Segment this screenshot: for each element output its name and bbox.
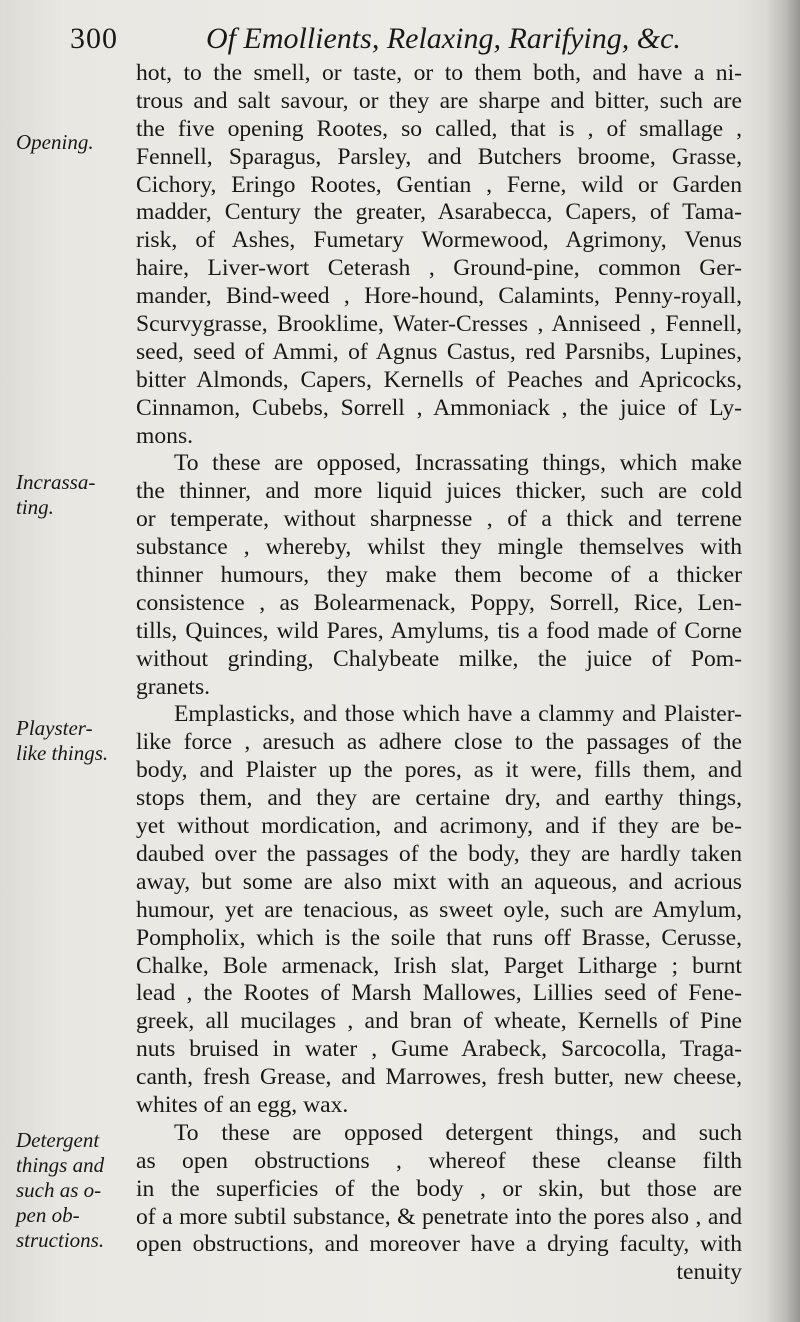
text-line: the five opening Rootes, so called, that is , of smallage , bbox=[136, 115, 742, 142]
margin-note-line: like things. bbox=[16, 741, 109, 765]
text-line: mons. bbox=[136, 422, 194, 449]
margin-note-line: Playster- bbox=[16, 716, 93, 740]
text-line: greek, all mucilages , and bran of wheate, Kernells of Pine bbox=[136, 1008, 742, 1035]
text-line: To these are opposed, Incrassating things, which make bbox=[174, 450, 742, 477]
text-line: humour, yet are tenacious, as sweet oyle, such are Amylum, bbox=[136, 896, 742, 923]
text-line: granets. bbox=[136, 673, 211, 700]
text-line: Fennell, Sparagus, Parsley, and Butchers broome, Grasse, bbox=[136, 143, 742, 170]
text-line: yet without mordication, and acrimony, and if they are be- bbox=[136, 813, 742, 840]
text-line: tills, Quinces, wild Pares, Amylums, tis a food made of Corne bbox=[136, 617, 742, 644]
text-line: hot, to the smell, or taste, or to them both, and have a ni- bbox=[136, 60, 742, 86]
text-line: Cinnamon, Cubebs, Sorrell , Ammoniack , the juice of Ly- bbox=[136, 394, 742, 421]
margin-note-detergent bbox=[16, 1128, 104, 1253]
text-line: in the superficies of the body , or skin, but those are bbox=[136, 1175, 742, 1202]
text-line: trous and salt savour, or they are sharpe and bitter, such are bbox=[136, 87, 742, 114]
text-line: daubed over the passages of the body, they are hardly taken bbox=[136, 840, 742, 867]
text-line: stops them, and they are certaine dry, and earthy things, bbox=[136, 785, 742, 812]
margin-note-line: things and bbox=[16, 1153, 105, 1177]
text-line: nuts bruised in water , Gume Arabeck, Sarcocolla, Traga- bbox=[136, 1036, 742, 1063]
body-text bbox=[136, 60, 742, 1287]
text-line: like force , aresuch as adhere close to the passages of the bbox=[136, 729, 742, 756]
text-line: bitter Almonds, Capers, Kernells of Peaches and Apricocks, bbox=[136, 366, 742, 393]
running-title: Of Emollients, Relaxing, Rarifying, &c. bbox=[206, 22, 681, 55]
text-line: mander, Bind-weed , Hore-hound, Calamints, Penny-royall, bbox=[136, 283, 742, 310]
text-line: open obstructions, and moreover have a drying faculty, with bbox=[136, 1231, 742, 1258]
text-line: seed, seed of Ammi, of Agnus Castus, red Parsnibs, Lupines, bbox=[136, 338, 742, 365]
text-line: the thinner, and more liquid juices thicker, such are cold bbox=[136, 478, 742, 505]
margin-note-line: Incrassa- bbox=[16, 470, 96, 494]
margin-note-line: pen ob- bbox=[16, 1203, 80, 1227]
text-line: haire, Liver-wort Ceterash , Ground-pine, common Ger- bbox=[136, 255, 742, 282]
text-line: Pompholix, which is the soile that runs off Brasse, Cerusse, bbox=[136, 924, 742, 951]
page-gutter-shadow bbox=[766, 0, 800, 1322]
text-line: Cichory, Eringo Rootes, Gentian , Ferne, wild or Garden bbox=[136, 171, 742, 198]
margin-note-playster bbox=[16, 716, 108, 766]
margin-note-line: structions. bbox=[16, 1228, 105, 1252]
text-line: as open obstructions , whereof these cleanse filth bbox=[136, 1147, 742, 1174]
margin-note-line: such as o- bbox=[16, 1178, 102, 1202]
text-line: or temperate, without sharpnesse , of a thick and terrene bbox=[136, 506, 742, 533]
margin-note-line: Detergent bbox=[16, 1128, 100, 1152]
text-line: without grinding, Chalybeate milke, the juice of Pom- bbox=[136, 645, 742, 672]
text-line: risk, of Ashes, Fumetary Wormewood, Agrimony, Venus bbox=[136, 227, 742, 254]
text-line: of a more subtil substance, & penetrate into the pores also , and bbox=[136, 1203, 742, 1230]
text-line: thinner humours, they make them become of a thicker bbox=[136, 562, 742, 589]
text-line: Chalke, Bole armenack, Irish slat, Parget Litharge ; burnt bbox=[136, 952, 742, 979]
text-line: Scurvygrasse, Brooklime, Water-Cresses , Anniseed , Fennell, bbox=[136, 311, 742, 338]
text-line: madder, Century the greater, Asarabecca, Capers, of Tama- bbox=[136, 199, 742, 226]
text-line: lead , the Rootes of Marsh Mallowes, Lillies seed of Fene- bbox=[136, 980, 742, 1007]
text-line: body, and Plaister up the pores, as it were, fills them, and bbox=[136, 757, 742, 784]
text-line: To these are opposed detergent things, and such bbox=[174, 1119, 742, 1146]
text-line: Emplasticks, and those which have a clammy and Plaister- bbox=[174, 701, 742, 728]
text-line: whites of an egg, wax. bbox=[136, 1091, 349, 1118]
text-line: away, but some are also mixt with an aqueous, and acrious bbox=[136, 868, 742, 895]
text-line: canth, fresh Grease, and Marrowes, fresh butter, new cheese, bbox=[136, 1064, 742, 1091]
catchword: tenuity bbox=[676, 1259, 742, 1286]
margin-note-incrassating bbox=[16, 470, 95, 520]
margin-note-opening bbox=[16, 130, 94, 155]
margin-note-line: Opening. bbox=[16, 130, 94, 154]
page-header bbox=[70, 16, 760, 62]
text-line: consistence , as Bolearmenack, Poppy, Sorrell, Rice, Len- bbox=[136, 589, 742, 616]
margin-note-line: ting. bbox=[16, 495, 54, 519]
text-line: substance , whereby, whilst they mingle themselves with bbox=[136, 534, 742, 561]
page-number: 300 bbox=[70, 22, 118, 55]
